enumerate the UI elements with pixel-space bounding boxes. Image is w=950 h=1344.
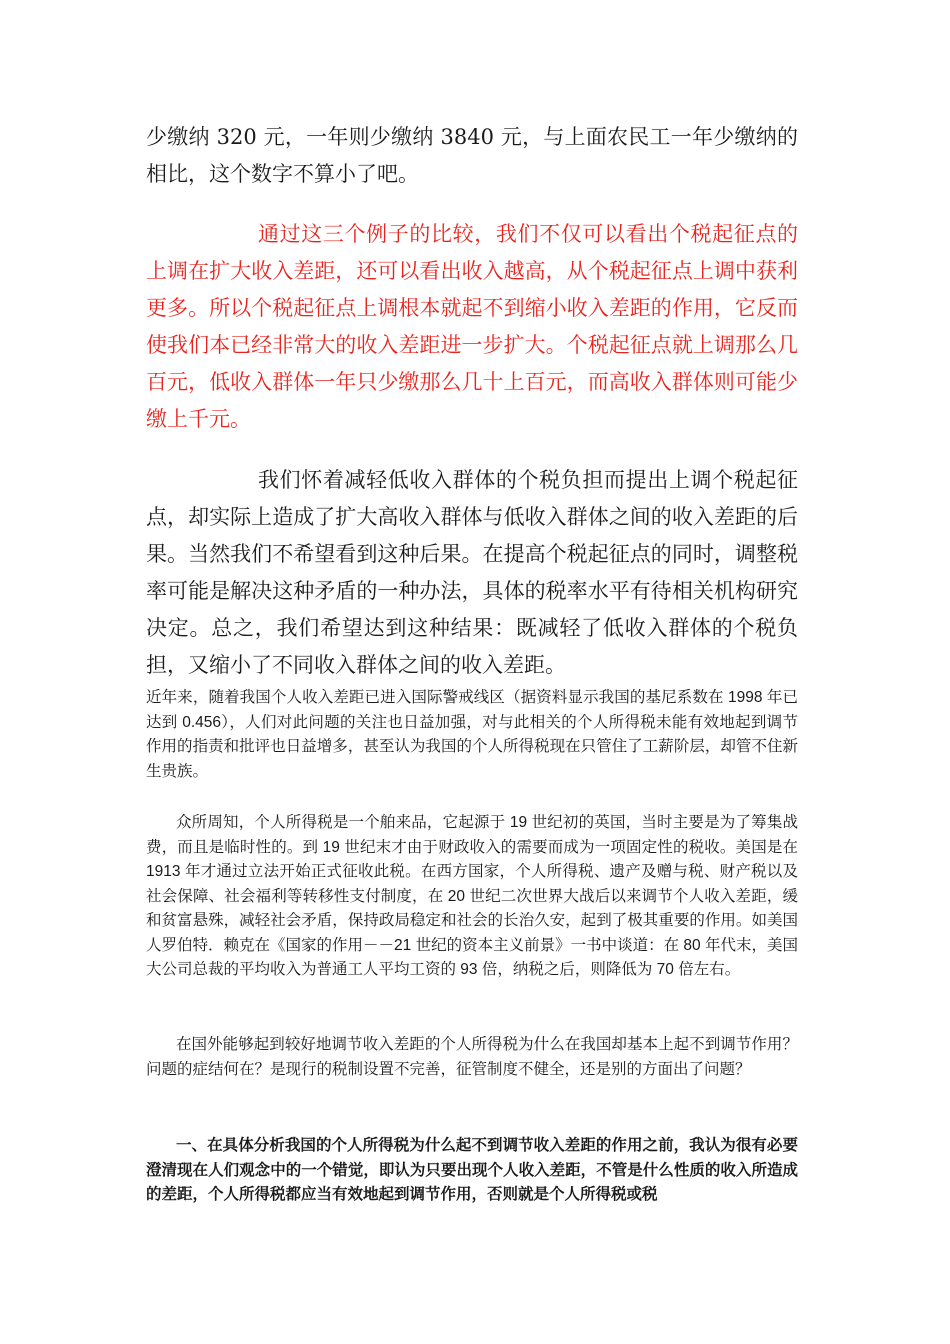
paragraph-intro: 近年来，随着我国个人收入差距已进入国际警戒线区（据资料显示我国的基尼系数在 1998 年已达到 0.456），人们对此问题的关注也日益加强，对与此相关的个人所得税未能有效地起到调节作用的指责和批评也日益增多，甚至认为我国的个人所得税现在只管住了工薪阶层，却管不住新生贵族。 [146, 689, 798, 780]
paragraph-highlighted-conclusion: 通过这三个例子的比较，我们不仅可以看出个税起征点的上调在扩大收入差距，还可以看出收入越高，从个税起征点上调中获利更多。所以个税起征点上调根本就起不到缩小收入差距的作用，它反而使我们本已经非常大的收入差距进一步扩大。个税起征点就上调那么几百元，低收入群体一年只少缴那么几十上百元，而高收入群体则可能少缴上千元。 [146, 222, 798, 431]
paragraph-summary: 我们怀着减轻低收入群体的个税负担而提出上调个税起征点，却实际上造成了扩大高收入群体与低收入群体之间的收入差距的后果。当然我们不希望看到这种后果。在提高个税起征点的同时，调整税率可能是解决这种矛盾的一种办法，具体的税率水平有待相关机构研究决定。总之，我们希望达到这种结果：既减轻了低收入群体的个税负担，又缩小了不同收入群体之间的收入差距。 [146, 468, 798, 677]
paragraph-question: 在国外能够起到较好地调节收入差距的个人所得税为什么在我国却基本上起不到调节作用？问题的症结何在？是现行的税制设置不完善，征管制度不健全，还是别的方面出了问题？ [146, 1036, 798, 1078]
paragraph-section-one: 一、在具体分析我国的个人所得税为什么起不到调节收入差距的作用之前，我认为很有必要澄清现在人们观念中的一个错觉，即认为只要出现个人收入差距，不管是什么性质的收入所造成的差距，个人所得税都应当有效地起到调节作用，否则就是个人所得税或税 [146, 1137, 798, 1203]
paragraph-continuation: 少缴纳 320 元，一年则少缴纳 3840 元，与上面农民工一年少缴纳的相比，这个数字不算小了吧。 [146, 125, 798, 186]
paragraph-history: 众所周知，个人所得税是一个舶来品，它起源于 19 世纪初的英国，当时主要是为了筹集战费，而且是临时性的。到 19 世纪末才由于财政收入的需要而成为一项固定性的税收。美国是在 1913 年才通过立法开始正式征收此税。在西方国家，个人所得税、遗产及赠与税、财产税以及社会保障、社会福利等转移性支付制度，在 20 世纪二次世界大战后以来调节个人收入差距，缓和贫富悬殊，减轻社会矛盾，保持政局稳定和社会的长治久安，起到了极其重要的作用。如美国人罗伯特．赖克在《国家的作用－－21 世纪的资本主义前景》一书中谈道：在 80 年代末，美国大公司总裁的平均收入为普通工人平均工资的 93 倍，纳税之后，则降低为 70 倍左右。 [146, 814, 798, 978]
